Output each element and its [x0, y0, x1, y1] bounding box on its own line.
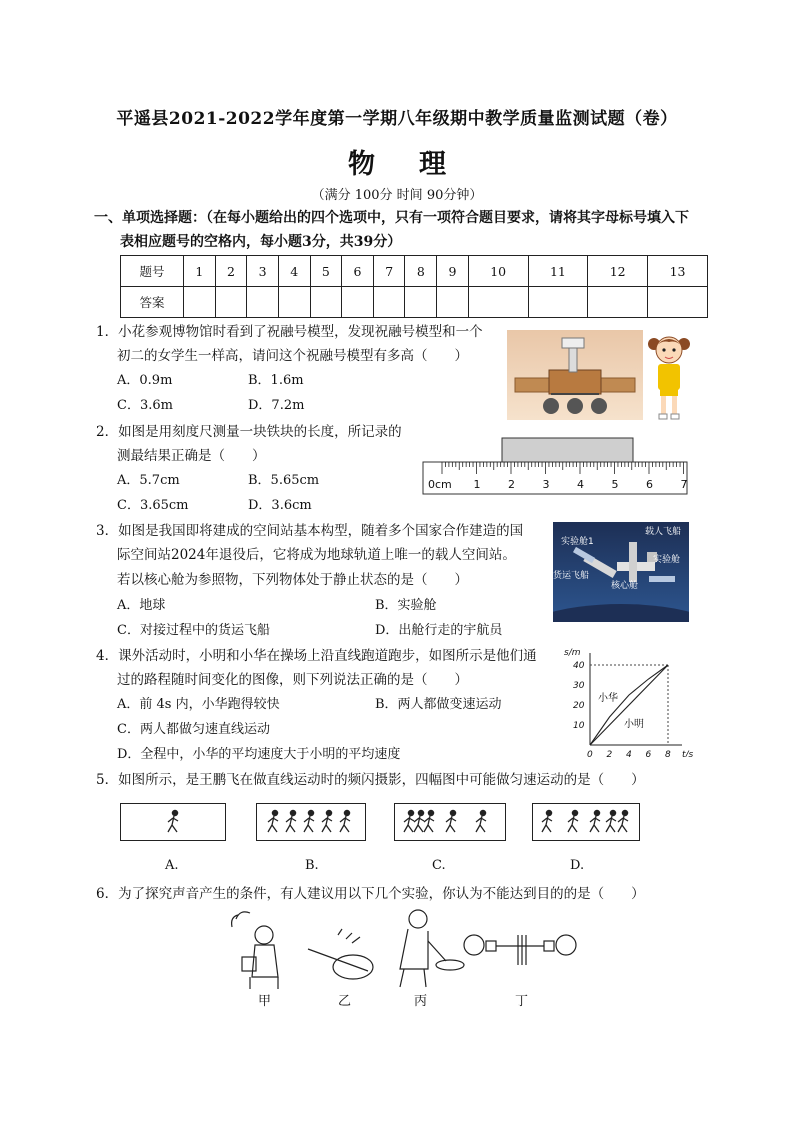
runner-figure: [404, 810, 414, 832]
girl-image: [646, 330, 692, 422]
table-header-number: 题号: [121, 256, 184, 287]
label-lab1: 实验舱1: [561, 537, 594, 547]
experiment-ding-drawing: [464, 935, 576, 965]
table-number-cell: 5: [310, 256, 342, 287]
y-axis-label: s/m: [564, 648, 581, 658]
exam-info: （满分 100分 时间 90分钟）: [311, 188, 483, 203]
q1-stem-line1: 1．小花参观博物馆时看到了祝融号模型，发现祝融号模型和一个: [96, 324, 483, 340]
strobe-frame-a: [120, 803, 226, 841]
ruler-label: 4: [577, 478, 584, 491]
q2-option-c: C．3.65cm: [117, 498, 189, 513]
q2-option-d: D．3.6cm: [248, 498, 312, 513]
table-number-cell: 8: [405, 256, 437, 287]
subject-title: [0, 142, 794, 181]
answer-cell[interactable]: [278, 287, 310, 318]
q1-option-b: B．1.6m: [248, 373, 304, 388]
table-number-cell: 3: [247, 256, 279, 287]
q1-option-d: D．7.2m: [248, 398, 305, 413]
subject-char-1: 物: [348, 149, 375, 180]
q1-option-c: C．3.6m: [117, 398, 173, 413]
experiment-jia-drawing: [232, 912, 278, 989]
ruler-figure: [422, 436, 688, 496]
q4-option-a: A．前 4s 内，小华跑得较快: [117, 697, 280, 712]
q3-option-b: B．实验舱: [375, 598, 437, 613]
rover-model-image: [507, 330, 643, 420]
runner-figure: [414, 810, 424, 832]
q2-option-a: A．5.7cm: [117, 473, 180, 488]
ruler-label: 2: [508, 478, 515, 491]
table-number-cell: 7: [373, 256, 405, 287]
x-tick-label: 0: [587, 750, 593, 757]
answer-cell[interactable]: [310, 287, 342, 318]
space-station-image: [553, 522, 689, 622]
runner-figure: [304, 810, 314, 832]
ruler-label: 6: [646, 478, 653, 491]
x-axis-label: t/s: [682, 750, 694, 757]
q3-option-a: A．地球: [117, 598, 166, 613]
table-header-answer: 答案: [121, 287, 184, 318]
answer-table: [120, 255, 708, 318]
q3-stem-line1: 3．如图是我国即将建成的空间站基本构型，随着多个国家合作建造的国: [96, 523, 524, 539]
runner-figure: [476, 810, 486, 832]
strobe-frame-d: [532, 803, 640, 841]
ruler-label: 3: [542, 478, 550, 491]
section-heading-line2: 表相应题号的空格内，每小题3分，共39分）: [120, 234, 402, 250]
frame-label-c: C.: [432, 858, 446, 873]
answer-cell[interactable]: [342, 287, 374, 318]
x-tick-label: 8: [665, 750, 671, 757]
series-line-1: [590, 665, 668, 745]
q3-option-c: C．对接过程中的货运飞船: [117, 623, 270, 638]
y-tick-label: 20: [573, 701, 585, 711]
y-tick-label: 30: [573, 681, 585, 691]
q3-stem-line2: 际空间站2024年退役后，它将成为地球轨道上唯一的载人空间站。: [117, 547, 516, 563]
ruler-label: 5: [611, 478, 619, 491]
runner-figure: [446, 810, 456, 832]
q6-stem: 6．为了探究声音产生的条件，有人建议用以下几个实验，你认为不能达到目的的是（ ）: [96, 886, 645, 902]
q3-option-d: D．出舱行走的宇航员: [375, 623, 503, 638]
runner-figure: [542, 810, 552, 832]
answer-table-number-row: [121, 256, 708, 287]
q2-option-b: B．5.65cm: [248, 473, 320, 488]
answer-cell[interactable]: [648, 287, 708, 318]
answer-cell[interactable]: [405, 287, 437, 318]
answer-cell[interactable]: [468, 287, 528, 318]
table-number-cell: 1: [184, 256, 216, 287]
q4-stem-line1: 4．课外活动时，小明和小华在操场上沿直线跑道跑步，如图所示是他们通: [96, 648, 537, 664]
answer-cell[interactable]: [184, 287, 216, 318]
frame-label-b: B.: [305, 858, 319, 873]
answer-cell[interactable]: [215, 287, 247, 318]
experiment-label-jia: 甲: [258, 994, 272, 1009]
distance-time-chart: [560, 645, 696, 757]
answer-cell[interactable]: [588, 287, 648, 318]
section-heading-line1: 一、单项选择题：（在每小题给出的四个选项中，只有一项符合题目要求，请将其字母标号填入下: [94, 210, 689, 226]
table-number-cell: 11: [528, 256, 588, 287]
q2-stem-line1: 2．如图是用刻度尺测量一块铁块的长度，所记录的: [96, 424, 402, 440]
table-number-cell: 9: [437, 256, 469, 287]
iron-block: [502, 438, 633, 462]
table-number-cell: 2: [215, 256, 247, 287]
runner-figure: [590, 810, 600, 832]
runner-figure: [286, 810, 296, 832]
runner-figure: [568, 810, 578, 832]
label-cargo-ship: 货运飞船: [553, 571, 590, 581]
label-lab2: 实验舱: [653, 555, 681, 565]
label-crew-ship: 载人飞船: [645, 527, 682, 537]
frame-label-d: D.: [570, 858, 585, 873]
y-tick-label: 10: [573, 721, 585, 731]
q4-stem-line2: 过的路程随时间变化的图像，则下列说法正确的是（ ）: [117, 672, 468, 688]
q4-option-c: C．两人都做匀速直线运动: [117, 722, 270, 737]
x-tick-label: 6: [645, 750, 652, 757]
experiment-bing-drawing: [400, 910, 464, 987]
subject-char-2: 理: [419, 149, 446, 180]
q3-stem-line3: 若以核心舱为参照物，下列物体处于静止状态的是（ ）: [117, 572, 468, 588]
ruler-label: 0cm: [428, 478, 452, 491]
x-tick-label: 2: [606, 750, 613, 757]
experiment-label-bing: 丙: [414, 994, 428, 1009]
experiment-yi-drawing: [308, 929, 373, 979]
experiment-label-ding: 丁: [515, 994, 529, 1009]
series-label-0: 小华: [598, 693, 618, 704]
runner-figure: [424, 810, 434, 832]
runner-figure: [340, 810, 350, 832]
runner-figure: [168, 810, 178, 832]
answer-table-answer-row: [121, 287, 708, 318]
experiment-label-yi: 乙: [338, 994, 352, 1009]
ruler-label: 1: [473, 478, 481, 491]
x-tick-label: 4: [626, 750, 632, 757]
table-number-cell: 6: [342, 256, 374, 287]
answer-cell[interactable]: [437, 287, 469, 318]
table-number-cell: 12: [588, 256, 648, 287]
exam-title: 平遥县2021-2022学年度第一学期八年级期中教学质量监测试题（卷）: [116, 109, 678, 129]
q5-stem: 5．如图所示，是王鹏飞在做直线运动时的频闪摄影，四幅图中可能做匀速运动的是（ ）: [96, 772, 645, 788]
table-number-cell: 4: [278, 256, 310, 287]
runner-figure: [322, 810, 332, 832]
frame-label-a: A.: [165, 858, 179, 873]
q1-stem-line2: 初二的女学生一样高，请问这个祝融号模型有多高（ ）: [117, 348, 468, 364]
runner-figure: [618, 810, 628, 832]
table-number-cell: 10: [468, 256, 528, 287]
q4-option-b: B．两人都做变速运动: [375, 697, 502, 712]
answer-cell[interactable]: [247, 287, 279, 318]
y-tick-label: 40: [573, 661, 585, 671]
answer-cell[interactable]: [528, 287, 588, 318]
label-core-module: 核心舱: [611, 581, 639, 591]
strobe-frame-c: [394, 803, 506, 841]
q2-stem-line2: 测最结果正确是（ ）: [117, 448, 266, 464]
strobe-frame-b: [256, 803, 366, 841]
q1-option-a: A．0.9m: [117, 373, 173, 388]
runner-figure: [268, 810, 278, 832]
table-number-cell: 13: [648, 256, 708, 287]
answer-cell[interactable]: [373, 287, 405, 318]
ruler-label: 7: [680, 478, 688, 491]
q4-option-d: D．全程中，小华的平均速度大于小明的平均速度: [117, 747, 401, 762]
runner-figure: [606, 810, 616, 832]
series-label-1: 小明: [624, 719, 644, 730]
sound-experiments-image: [228, 905, 598, 1005]
